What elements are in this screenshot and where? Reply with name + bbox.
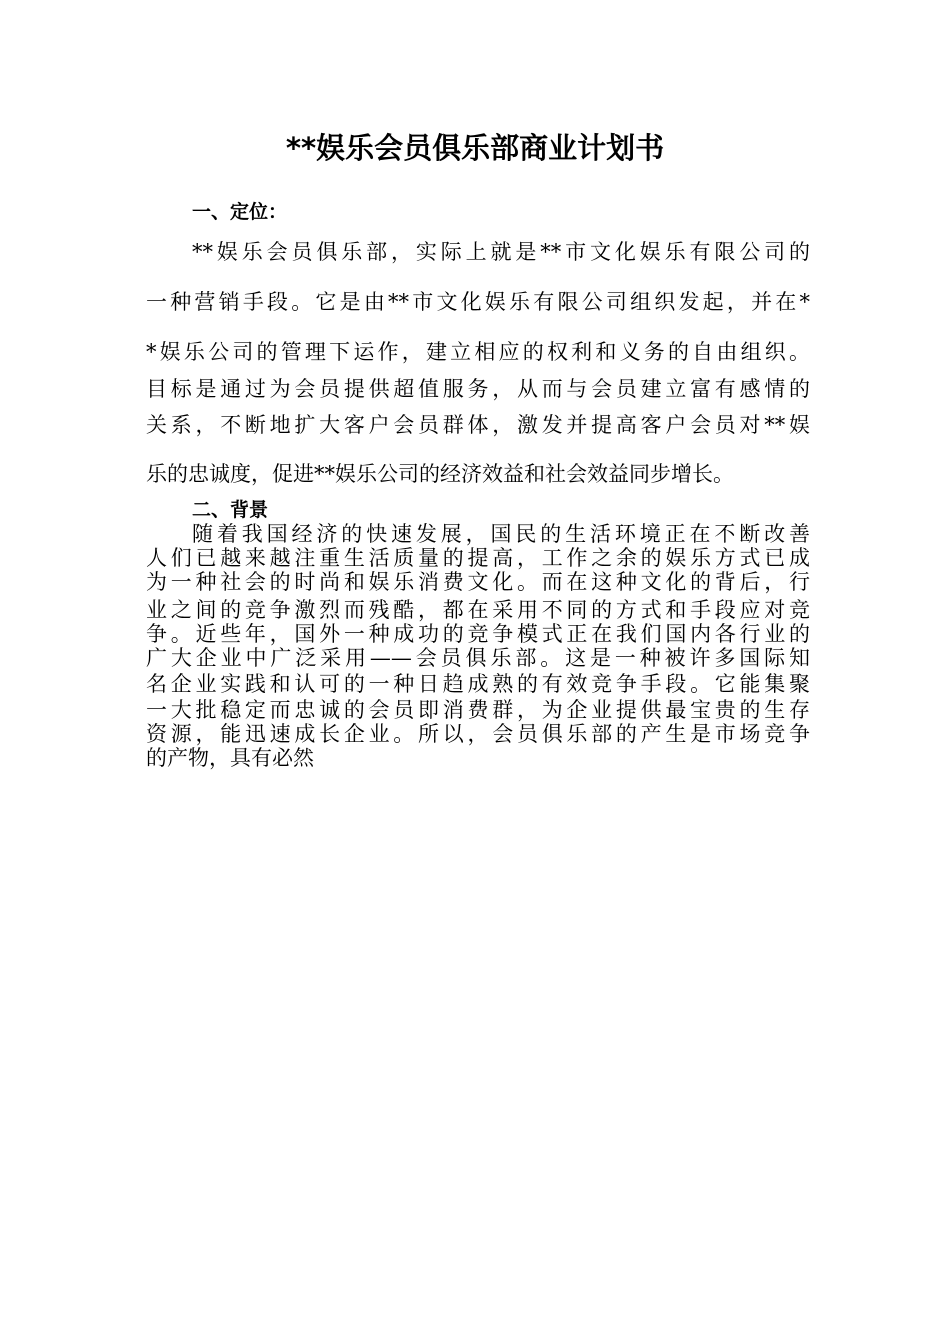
paragraph-line: 争。近些年，国外一种成功的竞争模式正在我们国内各行业的 — [146, 622, 810, 646]
paragraph-line: 的产物，具有必然 — [146, 746, 314, 770]
paragraph-line: 人们已越来越注重生活质量的提高，工作之余的娱乐方式已成 — [146, 546, 810, 570]
paragraph-line: 乐的忠诚度，促进**娱乐公司的经济效益和社会效益同步增长。 — [146, 462, 734, 486]
paragraph-line: 关系，不断地扩大客户会员群体，激发并提高客户会员对**娱 — [146, 413, 810, 437]
paragraph-line: 业之间的竞争激烈而残酷，都在采用不同的方式和手段应对竞 — [146, 598, 810, 622]
paragraph-line: *娱乐公司的管理下运作，建立相应的权利和义务的自由组织。 — [146, 340, 810, 364]
paragraph-line: 资源，能迅速成长企业。所以，会员俱乐部的产生是市场竞争 — [146, 722, 810, 746]
paragraph-line: 一种营销手段。它是由**市文化娱乐有限公司组织发起，并在* — [146, 290, 810, 314]
paragraph-line: **娱乐会员俱乐部，实际上就是**市文化娱乐有限公司的 — [192, 240, 810, 264]
document-title: **娱乐会员俱乐部商业计划书 — [285, 131, 665, 165]
paragraph-line: 随着我国经济的快速发展，国民的生活环境正在不断改善 — [192, 522, 810, 546]
section-heading-background: 二、背景 — [192, 499, 269, 521]
paragraph-line: 名企业实践和认可的一种日趋成熟的有效竞争手段。它能集聚 — [146, 672, 810, 696]
paragraph-line: 广大企业中广泛采用——会员俱乐部。这是一种被许多国际知 — [146, 646, 810, 670]
paragraph-line: 为一种社会的时尚和娱乐消费文化。而在这种文化的背后，行 — [146, 570, 810, 594]
section-heading-positioning: 一、定位： — [192, 201, 288, 223]
paragraph-line: 一大批稳定而忠诚的会员即消费群，为企业提供最宝贵的生存 — [146, 698, 810, 722]
paragraph-line: 目标是通过为会员提供超值服务，从而与会员建立富有感情的 — [146, 377, 810, 401]
